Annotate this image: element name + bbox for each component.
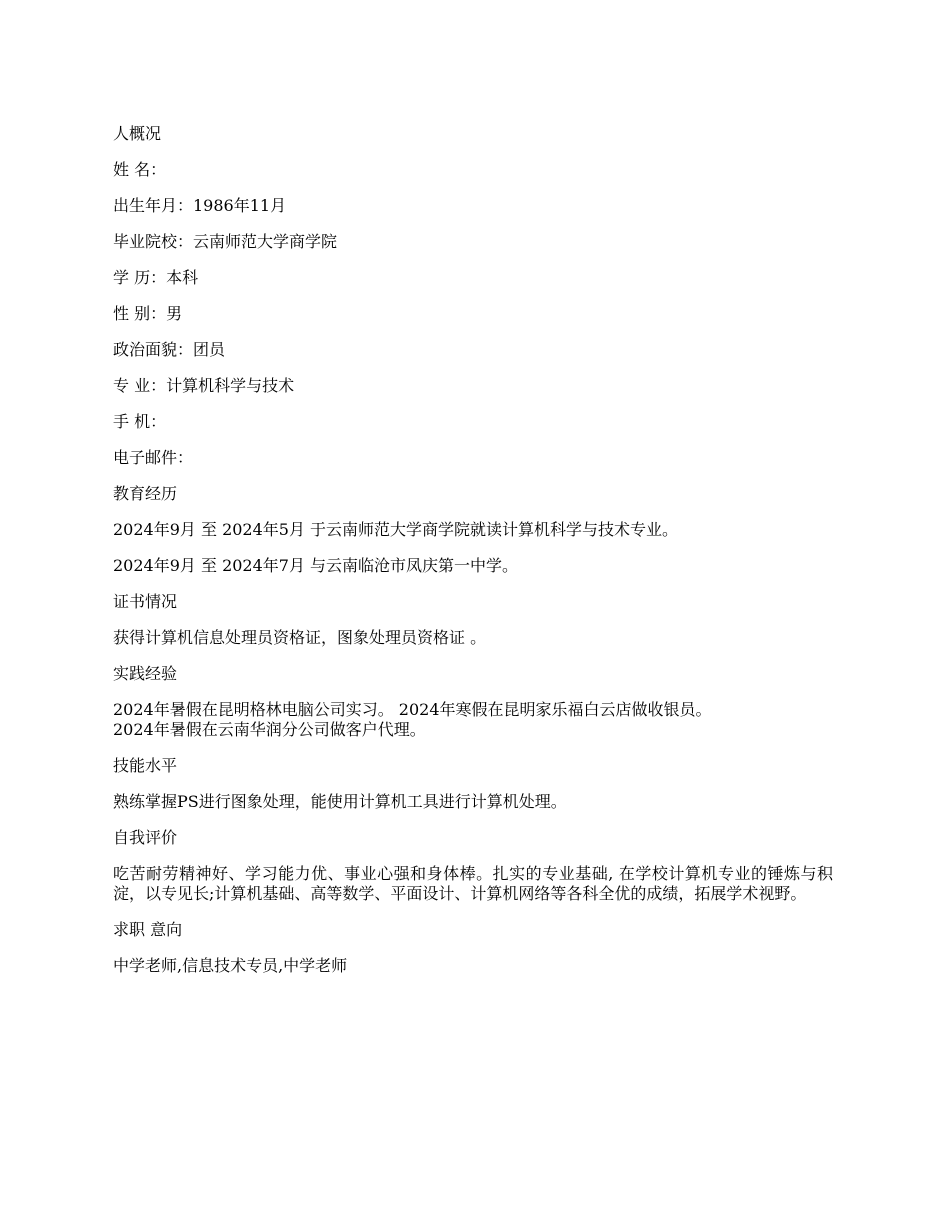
- self-evaluation-heading: 自我评价: [113, 828, 178, 847]
- education-item: 2024年9月 至 2024年5月 于云南师范大学商学院就读计算机科学与技术专业。: [113, 520, 679, 539]
- self-evaluation-text: 吃苦耐劳精神好、学习能力优、事业心强和身体棒。扎实的专业基础, 在学校计算机专业的锤炼与积淀，以专见长;计算机基础、高等数学、平面设计、计算机网络等各科全优的成绩，拓展学术视野。: [113, 864, 833, 903]
- phone-field: 手 机：: [113, 412, 167, 431]
- personal-heading: 人概况: [113, 124, 162, 143]
- skills-heading: 技能水平: [113, 756, 178, 775]
- skills-text: 熟练掌握PS进行图象处理，能使用计算机工具进行计算机处理。: [113, 792, 567, 811]
- resume-document: [113, 124, 833, 992]
- school-field: 毕业院校：云南师范大学商学院: [113, 232, 338, 251]
- gender-field: 性 别：男: [113, 304, 183, 323]
- practice-line: 2024年暑假在云南华润分公司做客户代理。: [113, 720, 426, 739]
- certificates-heading: 证书情况: [113, 592, 178, 611]
- certificates-text: 获得计算机信息处理员资格证，图象处理员资格证 。: [113, 628, 487, 647]
- objective-text: 中学老师,信息技术专员,中学老师: [113, 956, 348, 975]
- birth-field: 出生年月：1986年11月: [113, 196, 287, 215]
- education-heading: 教育经历: [113, 484, 178, 503]
- objective-heading: 求职 意向: [113, 920, 183, 939]
- practice-line: 2024年暑假在昆明格林电脑公司实习。 2024年寒假在昆明家乐福白云店做收银员。: [113, 700, 712, 719]
- name-field: 姓 名：: [113, 160, 167, 179]
- practice-heading: 实践经验: [113, 664, 178, 683]
- email-field: 电子邮件：: [113, 448, 194, 467]
- political-field: 政治面貌：团员: [113, 340, 226, 359]
- education-item: 2024年9月 至 2024年7月 与云南临沧市凤庆第一中学。: [113, 556, 519, 575]
- degree-field: 学 历：本科: [113, 268, 199, 287]
- major-field: 专 业：计算机科学与技术: [113, 376, 295, 395]
